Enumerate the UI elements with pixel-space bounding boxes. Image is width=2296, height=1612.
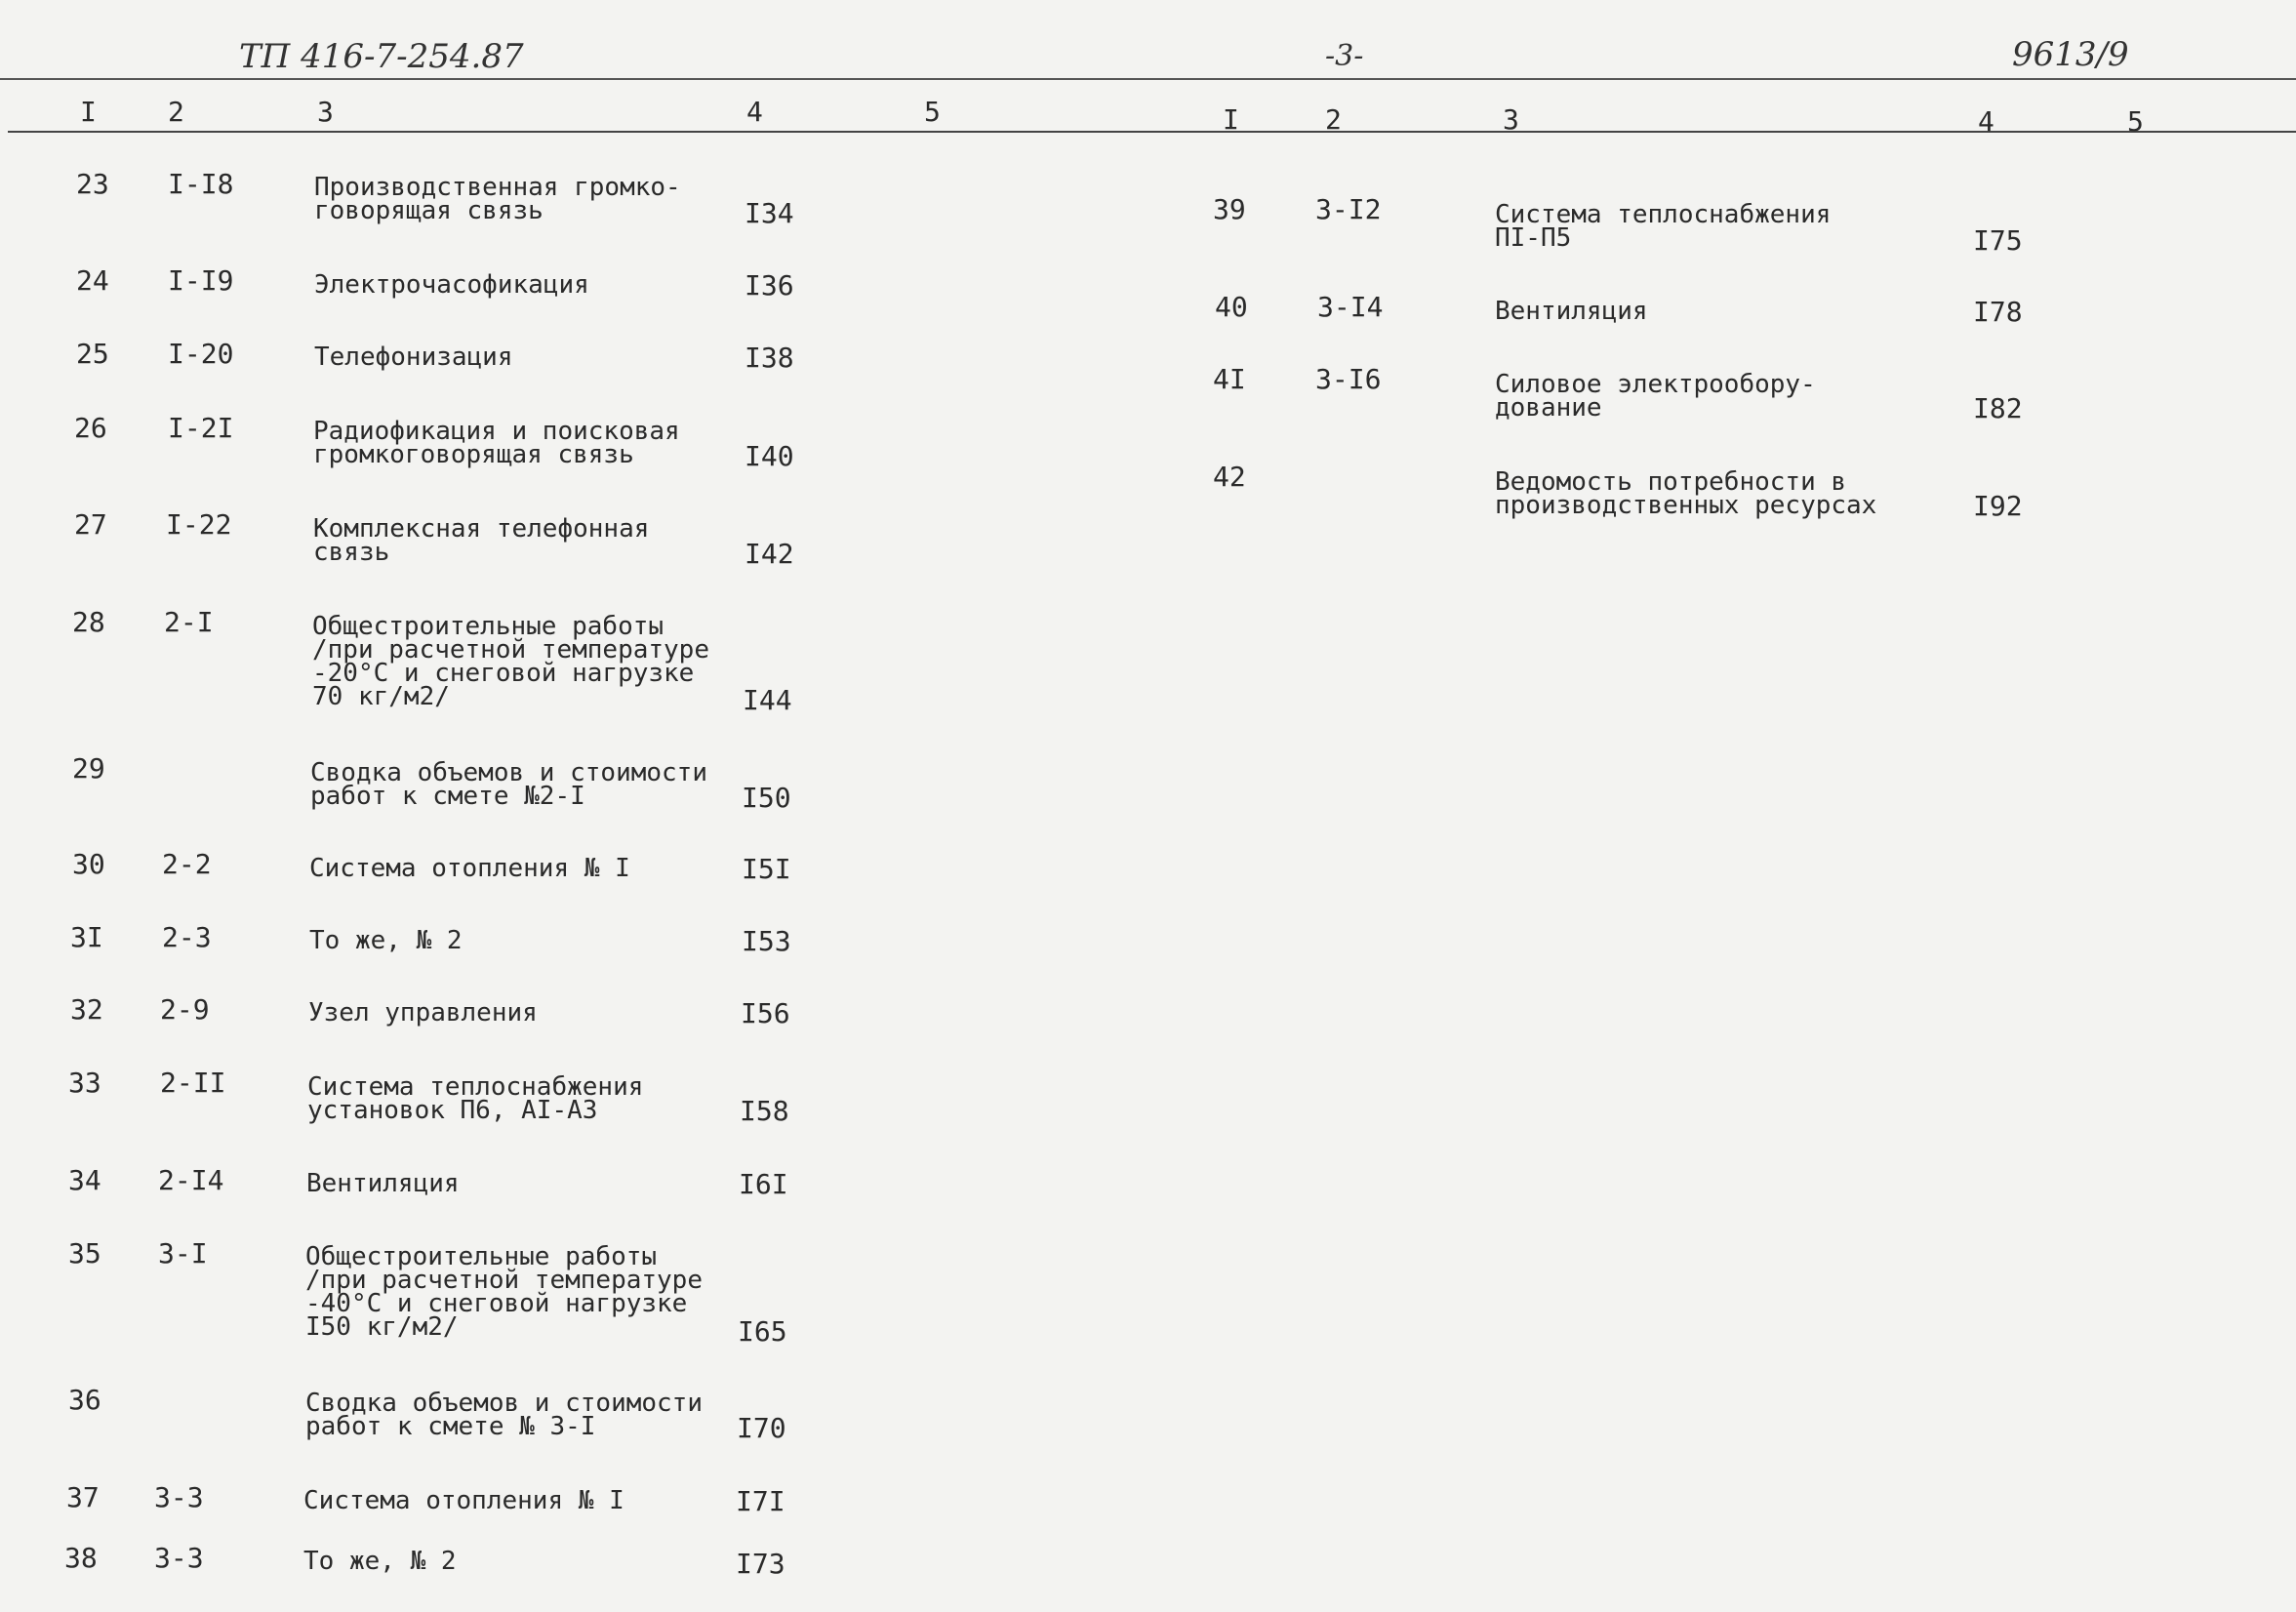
col-head-left-2: 2: [168, 96, 184, 128]
sheet-code: I-2I: [168, 412, 234, 444]
sheet-title: Телефонизация: [314, 343, 513, 372]
page-ref: I65: [738, 1315, 787, 1348]
row-number: 23: [76, 168, 109, 200]
page-ref: I70: [737, 1412, 786, 1444]
row-number: 39: [1213, 193, 1246, 225]
sheet-code: 2-II: [160, 1067, 226, 1099]
page-ref: I36: [745, 269, 794, 302]
page-ref: I44: [743, 684, 792, 716]
col-head-right-1: I: [1223, 103, 1239, 136]
row-number: 25: [76, 338, 109, 370]
page-ref: I75: [1973, 224, 2023, 257]
sheet-code: I-20: [168, 338, 234, 370]
row-number: 29: [72, 752, 105, 785]
sheet-code: I-I8: [168, 168, 234, 200]
page-ref: I5I: [742, 853, 791, 885]
col-head-right-4: 4: [1978, 105, 1994, 138]
page-ref: I40: [745, 440, 794, 472]
sheet-title: Ведомость потребности в производственных ресурсах: [1495, 467, 1877, 520]
col-head-left-4: 4: [746, 96, 763, 128]
col-head-right-5: 5: [2127, 105, 2144, 138]
inventory-number: 9613/9: [2012, 35, 2129, 74]
page-ref: I56: [741, 997, 790, 1029]
row-number: 40: [1215, 291, 1248, 323]
document-code: ТП 416-7-254.87: [239, 37, 524, 76]
sheet-code: 3-3: [154, 1481, 204, 1513]
page-ref: I42: [745, 538, 794, 570]
row-number: 3I: [70, 921, 103, 953]
row-number: 32: [70, 993, 103, 1026]
header-bottom-rule: [8, 131, 2296, 133]
sheet-title: Общестроительные работы /при расчетной температуре -20°С и снеговой нагрузке 70 кг/м2/: [312, 612, 709, 711]
row-number: 24: [76, 264, 109, 297]
sheet-title: Система теплоснабжения ПI-П5: [1495, 200, 1832, 253]
page-ref: I58: [740, 1095, 789, 1127]
sheet-code: 2-3: [162, 921, 212, 953]
sheet-code: 2-I: [164, 606, 214, 638]
sheet-title: Система отопления № I: [309, 854, 630, 883]
sheet-code: I-I9: [168, 264, 234, 297]
sheet-code: 3-I: [158, 1237, 208, 1269]
sheet-code: 3-I4: [1317, 291, 1384, 323]
sheet-title: Общестроительные работы /при расчетной температуре -40°С и снеговой нагрузке I50 кг/м2/: [305, 1242, 703, 1342]
row-number: 33: [68, 1067, 101, 1099]
row-number: 26: [74, 412, 107, 444]
sheet-title: Вентиляция: [1495, 297, 1648, 326]
row-number: 42: [1213, 461, 1246, 493]
row-number: 35: [68, 1237, 101, 1269]
page-ref: I50: [742, 782, 791, 814]
row-number: 28: [72, 606, 105, 638]
sheet-code: 3-3: [154, 1542, 204, 1574]
sheet-title: Радиофикация и поисковая громкоговорящая связь: [313, 417, 680, 469]
sheet-title: То же, № 2: [309, 926, 463, 955]
sheet-title: Производственная громко- говорящая связь: [314, 173, 681, 225]
sheet-title: Узел управления: [308, 998, 538, 1028]
sheet-title: Силовое электрообору- дование: [1495, 370, 1816, 423]
row-number: 36: [68, 1384, 101, 1416]
page-ref: I92: [1973, 490, 2023, 522]
sheet-title: Электрочасофикация: [314, 270, 589, 300]
page-ref: I38: [745, 342, 794, 374]
col-head-right-2: 2: [1325, 103, 1342, 136]
sheet-title: Сводка объемов и стоимости работ к смете №2-I: [310, 758, 707, 811]
row-number: 30: [72, 848, 105, 880]
page-ref: I78: [1973, 296, 2023, 328]
row-number: 38: [64, 1542, 98, 1574]
row-number: 4I: [1213, 363, 1246, 395]
sheet-code: 2-9: [160, 993, 210, 1026]
page-ref: I73: [736, 1548, 785, 1580]
page-ref: I82: [1973, 392, 2023, 424]
top-rule: [0, 78, 2296, 80]
col-head-left-5: 5: [924, 96, 941, 128]
row-number: 37: [66, 1481, 100, 1513]
row-number: 34: [68, 1164, 101, 1196]
page-ref: I34: [745, 197, 794, 229]
sheet-title: Система отопления № I: [303, 1486, 624, 1515]
sheet-title: Сводка объемов и стоимости работ к смете № 3-I: [305, 1389, 703, 1441]
page-ref: I6I: [739, 1168, 788, 1200]
col-head-left-1: I: [80, 96, 97, 128]
page-ref: I53: [742, 925, 791, 957]
sheet-code: 2-I4: [158, 1164, 224, 1196]
page-ref: I7I: [736, 1485, 785, 1517]
sheet-code: 2-2: [162, 848, 212, 880]
sheet-title: Система теплоснабжения установок П6, АI-А3: [307, 1072, 644, 1125]
sheet-code: 3-I2: [1315, 193, 1382, 225]
col-head-right-3: 3: [1503, 103, 1519, 136]
sheet-title: То же, № 2: [303, 1547, 457, 1576]
sheet-title: Вентиляция: [306, 1169, 460, 1198]
sheet-code: I-22: [166, 508, 232, 541]
row-number: 27: [74, 508, 107, 541]
sheet-code: 3-I6: [1315, 363, 1382, 395]
page-number: -3-: [1325, 39, 1364, 73]
col-head-left-3: 3: [317, 96, 334, 128]
sheet-title: Комплексная телефонная связь: [313, 514, 650, 567]
